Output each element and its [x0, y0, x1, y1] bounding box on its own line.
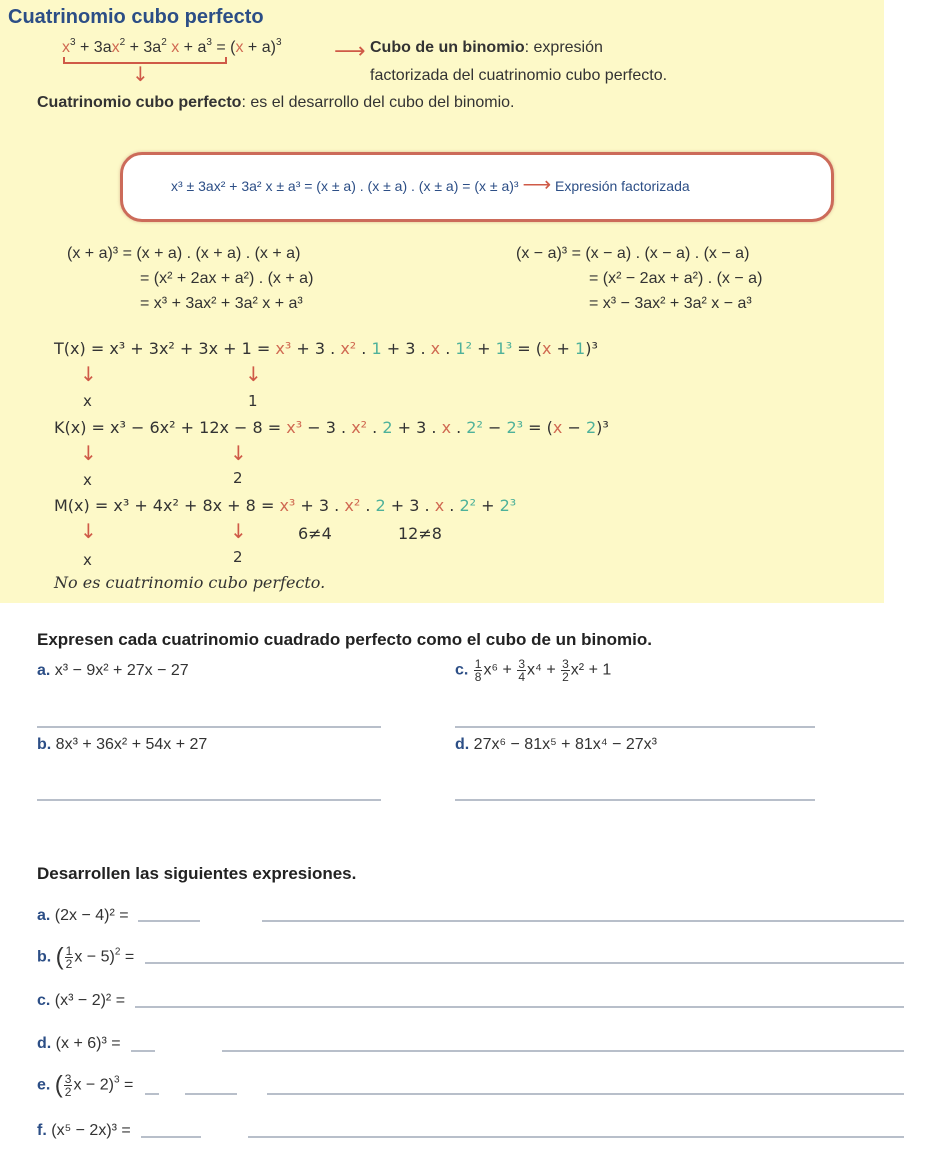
- formula-box: [120, 152, 834, 222]
- root-a: 1: [248, 392, 258, 410]
- item-expr: (x⁵ − 2x)³ =: [51, 1122, 131, 1139]
- term-a: 1²: [455, 339, 472, 358]
- term: x − 2): [73, 1076, 114, 1094]
- item-expr: (x + 6)³ =: [55, 1035, 121, 1052]
- equals: =: [119, 1076, 134, 1094]
- term-x: x: [430, 339, 441, 358]
- term: + a): [243, 39, 276, 56]
- answer-line[interactable]: [131, 1050, 155, 1052]
- term-a: 2²: [459, 496, 477, 515]
- term-x: x²: [351, 418, 368, 437]
- poly: x³ − 6x² + 12x − 8: [110, 418, 263, 437]
- poly-name: T(x): [54, 339, 86, 358]
- term-x: x³: [275, 339, 292, 358]
- exp: 2: [161, 37, 167, 48]
- exp: 3: [113, 1074, 120, 1086]
- answer-line[interactable]: [135, 1006, 904, 1008]
- term: − 3 .: [302, 418, 352, 437]
- item-label: b.: [37, 736, 52, 753]
- example-m: M(x) = x³ + 4x² + 8x + 8 = x³ + 3 . x² . 2 + 3 . x . 2² + 2³: [54, 496, 517, 515]
- term: +: [472, 339, 496, 358]
- arrow-right-icon: ⟶: [522, 174, 552, 196]
- exp: 3: [206, 37, 212, 48]
- arrow-down-icon: ↓: [80, 441, 97, 465]
- term: + 3a: [75, 39, 112, 56]
- item-expr: (2x − 4)² =: [54, 907, 129, 924]
- fraction: [474, 658, 483, 683]
- denominator: 2: [562, 670, 569, 684]
- root-x: x: [83, 392, 92, 410]
- check-coef-2: 12≠8: [398, 524, 442, 543]
- arrow-down-icon: ↓: [230, 441, 247, 465]
- equals: = (: [211, 39, 236, 56]
- term-a: 2: [585, 418, 597, 437]
- fraction: [561, 658, 570, 683]
- paren: )³: [596, 418, 609, 437]
- fraction: [64, 1073, 73, 1098]
- term: x − 5): [74, 948, 115, 966]
- numerator: 3: [64, 1072, 72, 1086]
- exercise2-item-d: [37, 1035, 121, 1053]
- exp: 2: [119, 37, 126, 48]
- answer-line[interactable]: [267, 1093, 904, 1095]
- arrow-down-icon: ↓: [230, 519, 247, 543]
- poly: x³ + 4x² + 8x + 8: [113, 496, 256, 515]
- item-label: c.: [455, 661, 469, 679]
- item-expr: 27x⁶ − 81x⁵ + 81x⁴ − 27x³: [473, 736, 657, 753]
- item-label: c.: [37, 992, 51, 1009]
- root-x: x: [83, 551, 92, 569]
- example-k: K(x) = x³ − 6x² + 12x − 8 = x³ − 3 . x² . 2 + 3 . x . 2² − 2³ = (x − 2)³: [54, 418, 609, 437]
- term-x: x: [542, 339, 552, 358]
- term-a: 2³: [506, 418, 524, 437]
- item-label: d.: [37, 1035, 52, 1052]
- term-a: 1³: [495, 339, 513, 358]
- expansion-plus-1: (x + a)³ = (x + a) . (x + a) . (x + a): [67, 245, 301, 262]
- term-x: x: [441, 418, 452, 437]
- arrow-down-icon: ↓: [80, 362, 97, 386]
- section-title: Cuatrinomio cubo perfecto: [8, 6, 264, 28]
- expansion-minus-1: (x − a)³ = (x − a) . (x − a) . (x − a): [516, 245, 750, 262]
- fraction: [517, 658, 526, 683]
- term-x: x: [552, 418, 563, 437]
- term: + 3 .: [381, 339, 431, 358]
- denominator: 2: [64, 1085, 72, 1099]
- term-x: x: [111, 39, 120, 56]
- answer-line[interactable]: [138, 920, 200, 922]
- cuatrinomio-definition: [37, 94, 515, 112]
- op: −: [562, 418, 586, 437]
- boxed-expression: x³ ± 3ax² + 3a² x ± a³ = (x ± a) . (x ± a) . (x ± a) = (x ± a)³: [171, 178, 519, 194]
- root-a: 2: [233, 469, 243, 487]
- expansion-minus-2: = (x² − 2ax + a²) . (x − a): [589, 270, 763, 287]
- exp: 3: [70, 37, 76, 48]
- paren: (: [535, 339, 542, 358]
- answer-line[interactable]: [222, 1050, 904, 1052]
- expansion-plus-3: = x³ + 3ax² + 3a² x + a³: [140, 295, 303, 312]
- cubo-definition-cont: factorizada del cuatrinomio cubo perfecto.: [370, 67, 668, 84]
- item-label: e.: [37, 1076, 51, 1094]
- numerator: 1: [474, 657, 482, 671]
- answer-line[interactable]: [141, 1136, 201, 1138]
- denominator: 2: [65, 957, 73, 971]
- cube-formula: [62, 39, 282, 57]
- exercise2-item-c: [37, 992, 125, 1010]
- exercise1-item-c: [455, 658, 611, 683]
- term: + 3 .: [385, 496, 435, 515]
- term-x: x²: [340, 339, 357, 358]
- term-x: x: [235, 39, 244, 56]
- term: .: [367, 418, 383, 437]
- root-x: x: [83, 471, 92, 489]
- term: + 3a: [125, 39, 162, 56]
- exp: 2: [114, 946, 121, 958]
- term-a: 1: [371, 339, 382, 358]
- root-a: 2: [233, 548, 243, 566]
- term: + 3 .: [295, 496, 345, 515]
- term: x⁶ +: [483, 661, 517, 679]
- numerator: 3: [562, 657, 569, 671]
- term: + 3 .: [392, 418, 442, 437]
- term-a: 2: [375, 496, 386, 515]
- exp: 3: [275, 37, 282, 48]
- check-coef-1: 6≠4: [298, 524, 332, 543]
- answer-line[interactable]: [185, 1093, 237, 1095]
- item-label: a.: [37, 662, 51, 679]
- term-x: x³: [279, 496, 296, 515]
- item-label: f.: [37, 1122, 47, 1139]
- term-a: 1: [575, 339, 586, 358]
- answer-line[interactable]: [37, 799, 381, 801]
- exercise2-item-f: [37, 1122, 131, 1140]
- example-t: T(x) = x³ + 3x² + 3x + 1 = x³ + 3 . x² . 1 + 3 . x . 1² + 1³ = (x + 1)³: [54, 339, 598, 358]
- conclusion: No es cuatrinomio cubo perfecto.: [54, 573, 326, 592]
- op: +: [551, 339, 576, 358]
- exercise1-item-d: [455, 736, 657, 754]
- answer-line[interactable]: [262, 920, 904, 922]
- answer-line[interactable]: [145, 962, 904, 964]
- cuatri-term: Cuatrinomio cubo perfecto: [37, 94, 242, 111]
- exercise1-title: Expresen cada cuatrinomio cuadrado perfecto como el cubo de un binomio.: [37, 630, 652, 649]
- paren: )³: [585, 339, 598, 358]
- poly-name: M(x): [54, 496, 90, 515]
- item-label: b.: [37, 948, 52, 966]
- exercise2-item-b: [37, 945, 134, 970]
- term-a: 2³: [499, 496, 517, 515]
- term-x: x: [62, 39, 70, 56]
- arrow-right-icon: ⟶: [334, 39, 366, 64]
- answer-line[interactable]: [37, 726, 381, 728]
- answer-line[interactable]: [248, 1136, 904, 1138]
- term: +: [476, 496, 500, 515]
- term: .: [356, 339, 372, 358]
- term-x: x: [171, 39, 180, 56]
- item-label: a.: [37, 907, 51, 924]
- paren: (: [546, 418, 553, 437]
- boxed-label: Expresión factorizada: [555, 178, 690, 194]
- answer-line[interactable]: [455, 726, 815, 728]
- arrow-down-icon: ↓: [80, 519, 97, 543]
- term: x⁴ +: [527, 661, 561, 679]
- paren: (: [55, 943, 64, 971]
- term-a: 2: [382, 418, 393, 437]
- term: .: [444, 496, 460, 515]
- exercise2-title: Desarrollen las siguientes expresiones.: [37, 864, 357, 883]
- item-label: d.: [455, 736, 470, 753]
- exercise1-item-a: [37, 662, 189, 680]
- term: .: [440, 339, 456, 358]
- poly-name: K(x): [54, 418, 87, 437]
- fraction: [65, 945, 74, 970]
- denominator: 8: [474, 670, 482, 684]
- term-x: x²: [344, 496, 361, 515]
- arrow-down-icon: ↓: [132, 62, 149, 86]
- term: x² + 1: [570, 661, 612, 679]
- poly: x³ + 3x² + 3x + 1: [109, 339, 252, 358]
- term: + 3 .: [291, 339, 341, 358]
- numerator: 1: [65, 944, 73, 958]
- term-x: x³: [286, 418, 303, 437]
- cubo-term: Cubo de un binomio: [370, 39, 525, 56]
- cuatri-def: : es el desarrollo del cubo del binomio.: [241, 94, 515, 111]
- term: + a: [179, 39, 207, 56]
- answer-line[interactable]: [455, 799, 815, 801]
- exercise2-item-a: [37, 907, 129, 925]
- item-expr: (x³ − 2)² =: [54, 992, 126, 1009]
- expansion-plus-2: = (x² + 2ax + a²) . (x + a): [140, 270, 314, 287]
- term-a: 2²: [466, 418, 483, 437]
- term: .: [360, 496, 376, 515]
- numerator: 3: [518, 657, 525, 671]
- exercise1-item-b: [37, 736, 207, 754]
- term: −: [482, 418, 507, 437]
- cubo-definition: [370, 39, 603, 57]
- paren: (: [54, 1071, 63, 1099]
- denominator: 4: [518, 670, 525, 684]
- exercise2-item-e: [37, 1073, 133, 1098]
- term-x: x: [434, 496, 445, 515]
- cubo-def: : expresión: [524, 39, 603, 56]
- item-expr: x³ − 9x² + 27x − 27: [54, 662, 189, 679]
- arrow-down-icon: ↓: [245, 362, 262, 386]
- boxed-formula: [171, 174, 690, 196]
- equals: =: [120, 948, 135, 966]
- item-expr: 8x³ + 36x² + 54x + 27: [55, 736, 208, 753]
- term: .: [451, 418, 467, 437]
- expansion-minus-3: = x³ − 3ax² + 3a² x − a³: [589, 295, 752, 312]
- answer-line[interactable]: [145, 1093, 159, 1095]
